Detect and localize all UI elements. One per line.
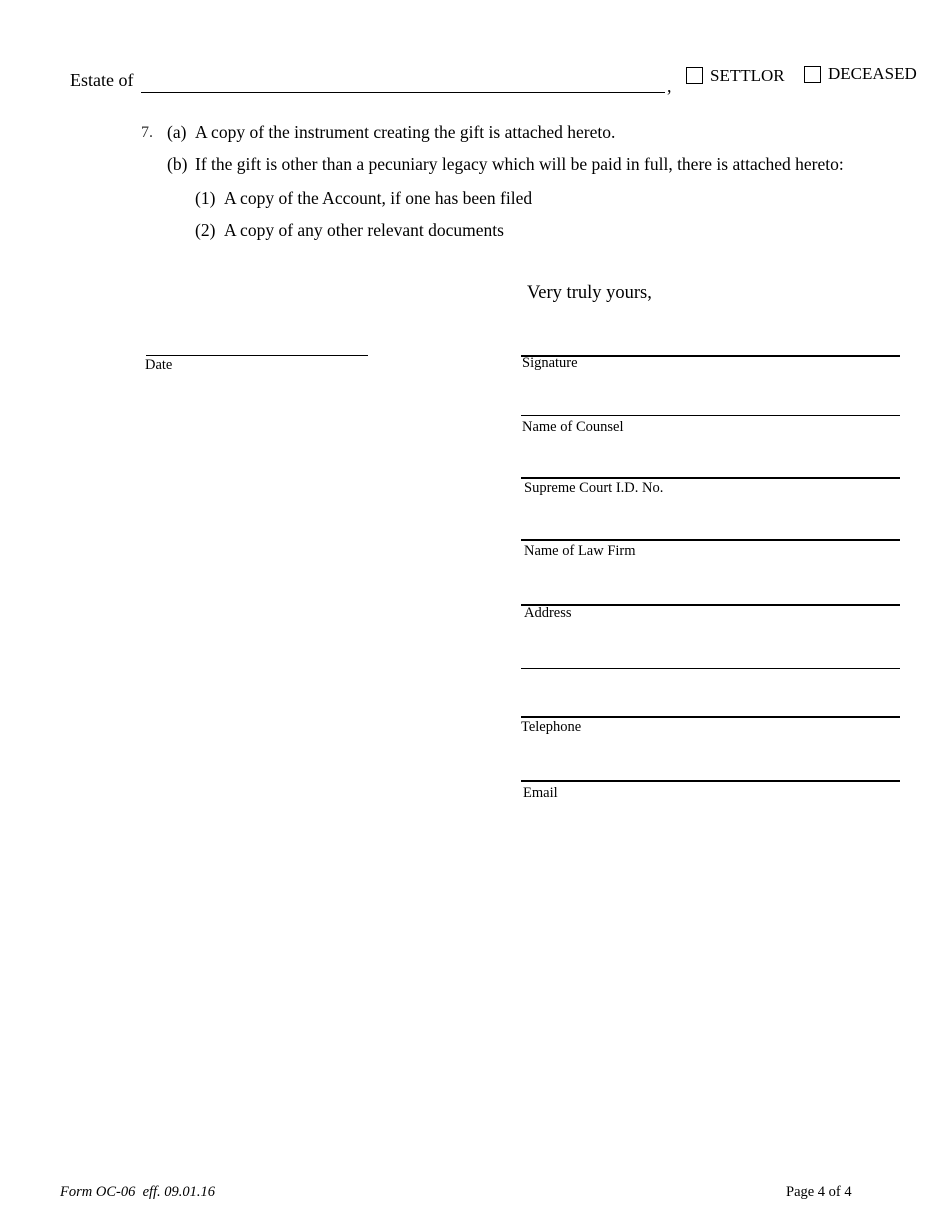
signature-field[interactable]: [521, 355, 900, 357]
settlor-label: SETTLOR: [710, 66, 785, 85]
telephone-field[interactable]: [521, 716, 900, 718]
item-7b2-text: A copy of any other relevant documents: [224, 220, 504, 240]
email-field[interactable]: [521, 780, 900, 782]
closing-text: Very truly yours,: [527, 283, 652, 303]
item-7a-text: A copy of the instrument creating the gift is attached hereto.: [195, 122, 616, 142]
address-line-2-field[interactable]: [521, 668, 900, 669]
page-number: Page 4 of 4: [786, 1184, 852, 1200]
item-7a-marker: (a): [167, 122, 187, 142]
supreme-court-id-label: Supreme Court I.D. No.: [524, 480, 664, 496]
law-firm-label: Name of Law Firm: [524, 543, 636, 559]
telephone-label: Telephone: [521, 719, 582, 735]
form-id: Form OC-06 eff. 09.01.16: [60, 1184, 216, 1200]
item-7b1-text: A copy of the Account, if one has been filed: [224, 188, 533, 208]
settlor-checkbox[interactable]: [686, 67, 703, 84]
name-of-counsel-label: Name of Counsel: [522, 419, 624, 435]
item-7b1-marker: (1): [195, 188, 216, 208]
address-field[interactable]: [521, 604, 900, 606]
law-firm-field[interactable]: [521, 539, 900, 541]
deceased-checkbox[interactable]: [804, 66, 821, 83]
item-7-number: 7.: [141, 124, 153, 141]
address-label: Address: [524, 605, 572, 621]
item-7b-marker: (b): [167, 154, 188, 174]
date-label: Date: [145, 357, 173, 373]
deceased-label: DECEASED: [828, 64, 917, 83]
item-7b2-marker: (2): [195, 220, 216, 240]
email-label: Email: [523, 785, 558, 801]
estate-comma: ,: [667, 76, 672, 96]
signature-label: Signature: [522, 355, 578, 371]
estate-name-field[interactable]: [141, 92, 665, 93]
name-of-counsel-field[interactable]: [521, 415, 900, 416]
estate-of-label: Estate of: [70, 70, 134, 90]
supreme-court-id-field[interactable]: [521, 477, 900, 479]
item-7b-text: If the gift is other than a pecuniary legacy which will be paid in full, there is attached hereto:: [195, 154, 844, 174]
date-field[interactable]: [146, 355, 368, 356]
